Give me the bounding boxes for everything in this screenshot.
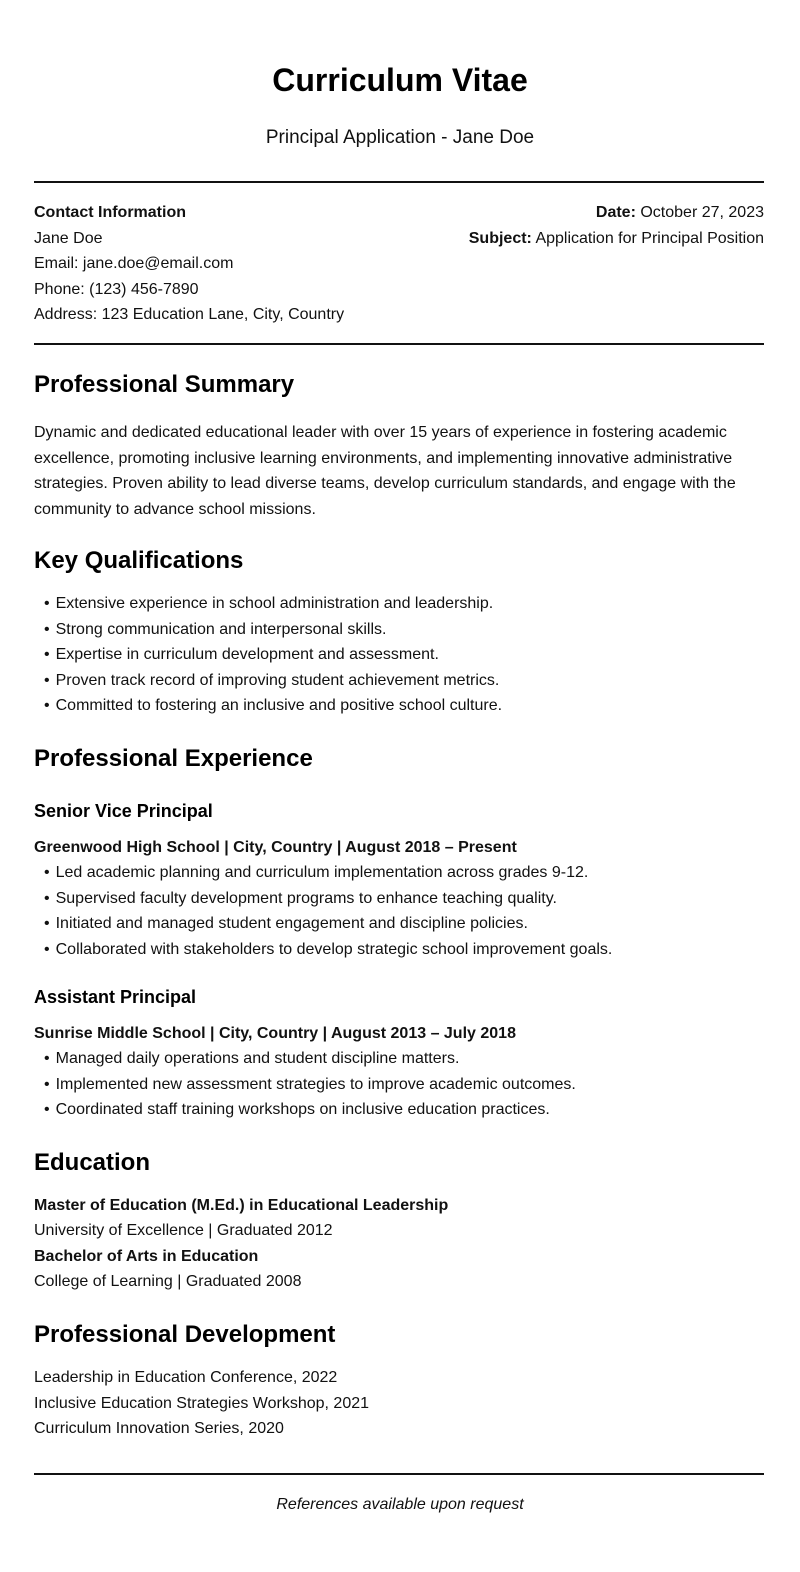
footer-divider <box>34 1473 764 1475</box>
meta-block <box>404 200 764 251</box>
footer-note: References available upon request <box>276 1496 524 1513</box>
page-subtitle: Principal Application - Jane Doe <box>265 127 535 148</box>
education-entry <box>34 1244 764 1295</box>
summary-text: Dynamic and dedicated educational leader with over 15 years of experience in fostering academic excellence, promoting inclusive learning environments, and implementing innovative administrative strategies. Proven ability to lead diverse teams, develop curriculum standards, and engage with the community to advance school missions. <box>34 424 736 518</box>
job-entry <box>34 799 764 962</box>
job-duties-list <box>34 1046 764 1123</box>
contact-heading: Contact Information <box>34 204 186 221</box>
development-list <box>34 1365 764 1442</box>
page-title: Curriculum Vitae <box>272 62 528 98</box>
education-detail: University of Excellence | Graduated 2012 <box>34 1222 333 1239</box>
summary-section <box>34 370 764 522</box>
contact-email: Email: jane.doe@email.com <box>34 255 234 273</box>
list-item: • Supervised faculty development programs to enhance teaching quality. <box>34 886 764 912</box>
qualifications-heading: Key Qualifications <box>34 547 244 574</box>
list-item: • Committed to fostering an inclusive and positive school culture. <box>34 693 764 719</box>
education-section <box>34 1148 764 1294</box>
qualifications-list <box>34 591 764 719</box>
job-organization: Greenwood High School | City, Country | August 2018 – Present <box>34 839 517 856</box>
education-degree: Bachelor of Arts in Education <box>34 1247 259 1265</box>
list-item: Curriculum Innovation Series, 2020 <box>34 1420 284 1438</box>
list-item: Inclusive Education Strategies Workshop, 2021 <box>34 1394 370 1412</box>
list-item: • Managed daily operations and student discipline matters. <box>34 1046 764 1072</box>
list-item: • Initiated and managed student engagement and discipline policies. <box>34 911 764 937</box>
list-item: • Collaborated with stakeholders to develop strategic school improvement goals. <box>34 937 764 963</box>
job-organization: Sunrise Middle School | City, Country | August 2013 – July 2018 <box>34 1025 516 1042</box>
job-title: Senior Vice Principal <box>34 801 213 821</box>
list-item: • Proven track record of improving student achievement metrics. <box>34 668 764 694</box>
job-duties-list <box>34 860 764 962</box>
contact-name: Jane Doe <box>34 229 103 247</box>
education-degree: Master of Education (M.Ed.) in Educational Leadership <box>34 1197 449 1214</box>
contact-address: Address: 123 Education Lane, City, Country <box>34 306 345 324</box>
subject-label: Subject: <box>468 229 532 247</box>
qualifications-section <box>34 546 764 719</box>
experience-heading: Professional Experience <box>34 745 313 772</box>
list-item: • Led academic planning and curriculum implementation across grades 9-12. <box>34 860 764 886</box>
date-value: October 27, 2023 <box>640 204 764 221</box>
experience-section <box>34 744 764 774</box>
summary-heading: Professional Summary <box>34 371 295 398</box>
date-label: Date: <box>595 204 636 221</box>
subject-value: Application for Principal Position <box>535 229 764 247</box>
contact-phone: Phone: (123) 456-7890 <box>34 280 199 298</box>
list-item: • Extensive experience in school administration and leadership. <box>34 591 764 617</box>
education-detail: College of Learning | Graduated 2008 <box>34 1272 302 1290</box>
list-item: • Coordinated staff training workshops on inclusive education practices. <box>34 1097 764 1123</box>
subject-line <box>404 226 764 252</box>
job-title: Assistant Principal <box>34 987 197 1007</box>
education-heading: Education <box>34 1149 151 1176</box>
list-item: • Strong communication and interpersonal skills. <box>34 617 764 643</box>
list-item: • Expertise in curriculum development and assessment. <box>34 642 764 668</box>
list-item: • Implemented new assessment strategies to improve academic outcomes. <box>34 1072 764 1098</box>
header-divider <box>34 181 764 183</box>
development-section <box>34 1320 764 1442</box>
development-heading: Professional Development <box>34 1321 336 1348</box>
contact-block <box>34 200 434 328</box>
list-item: Leadership in Education Conference, 2022 <box>34 1369 338 1386</box>
date-line <box>404 200 764 226</box>
education-entry <box>34 1193 764 1244</box>
contact-divider <box>34 343 764 345</box>
job-entry <box>34 985 764 1123</box>
